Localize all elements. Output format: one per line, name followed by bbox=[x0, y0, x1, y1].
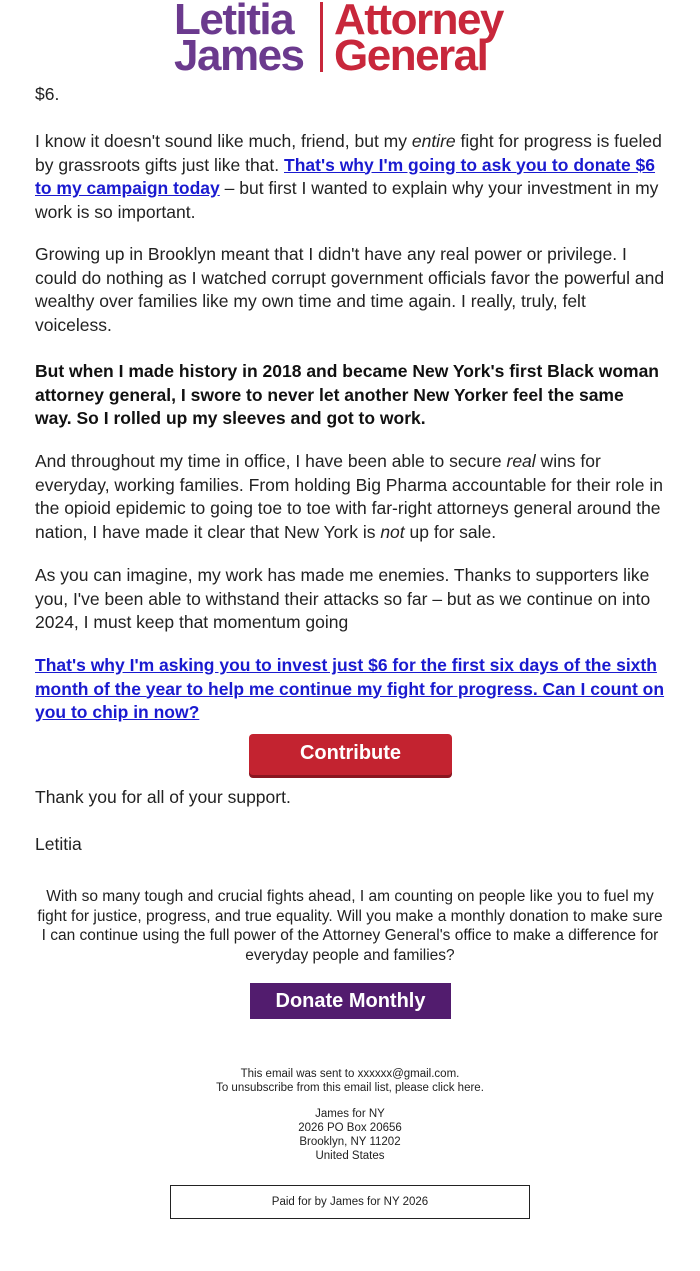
unsubscribe-link[interactable]: To unsubscribe from this email list, please click here. bbox=[216, 1082, 484, 1094]
logo-divider bbox=[320, 2, 323, 72]
contribute-button[interactable]: Contribute bbox=[249, 734, 452, 775]
p2-text: Growing up in Brooklyn meant that I didn't have any real power or privilege. I could do nothing as I watched corrupt government officials favor the powerful and wealthy over families like my own time and time again. I really, truly, felt voiceless. bbox=[35, 244, 665, 335]
sent-to-text: This email was sent to xxxxxx@gmail.com. bbox=[240, 1068, 460, 1080]
invest-6-link[interactable]: That's why I'm asking you to invest just $6 for the first six days of the sixth month of the year to help me continue my fight for progress. Can I count on you to chip in now? bbox=[35, 655, 665, 722]
p1-end: – but first I wanted to explain why your investment in my work is so important. bbox=[35, 178, 659, 222]
monthly-appeal: With so many tough and crucial fights ahead, I am counting on people like you to fuel my fight for justice, progress, and true equality. Will you make a monthly donation to make sure I can continue using the full power of the Attorney General's office to make a difference for everyday people and families? bbox=[37, 888, 663, 964]
donate-6-link[interactable]: That's why I'm going to ask you to donate $6 to my campaign today bbox=[35, 154, 656, 198]
paragraph-intro bbox=[35, 130, 665, 224]
p4-end: up for sale. bbox=[404, 521, 497, 542]
p4-start: And throughout my time in office, I have been able to secure bbox=[35, 451, 507, 471]
footer-notice bbox=[0, 1067, 700, 1095]
paragraph-wins bbox=[35, 450, 665, 544]
p4-emphasis-real: real bbox=[506, 451, 536, 471]
address-line2: Brooklyn, NY 11202 bbox=[299, 1136, 401, 1148]
p5-text: As you can imagine, my work has made me enemies. Thanks to supporters like you, I've been able to withstand their attacks so far – but as we continue on into 2024, I must keep that momentum going bbox=[35, 565, 651, 632]
thanks-line bbox=[35, 786, 665, 810]
campaign-logo bbox=[0, 0, 700, 80]
amount-line bbox=[35, 83, 665, 107]
paragraph-enemies bbox=[35, 564, 665, 635]
paid-for-disclaimer: Paid for by James for NY 2026 bbox=[170, 1185, 530, 1219]
org-name: James for NY bbox=[315, 1108, 385, 1120]
logo-title-line2: General bbox=[334, 31, 488, 80]
logo-title-line1: Attorney bbox=[334, 0, 503, 44]
p3-text: But when I made history in 2018 and became New York's first Black woman attorney general, I swore to never let another New Yorker feel the same way. So I rolled up my sleeves and got to work. bbox=[35, 361, 659, 428]
footer-address bbox=[0, 1107, 700, 1163]
p1-start: I know it doesn't sound like much, friend, but my bbox=[35, 131, 412, 151]
logo-name-line1: Letitia bbox=[174, 0, 294, 44]
address-line1: 2026 PO Box 20656 bbox=[298, 1122, 402, 1134]
thanks-text: Thank you for all of your support. bbox=[35, 787, 291, 807]
signature-text: Letitia bbox=[35, 834, 82, 854]
paragraph-ask bbox=[35, 654, 665, 725]
p1-mid: fight for progress is fueled by grassroots gifts just like that. bbox=[35, 131, 662, 175]
p4-emphasis-not: not bbox=[380, 521, 405, 542]
donate-monthly-button[interactable]: Donate Monthly bbox=[250, 983, 451, 1019]
p4-mid: wins for everyday, working families. From holding Big Pharma accountable for their role in the opioid epidemic to going toe to toe with far-right attorneys general around the nation, I have made it clear that New York is bbox=[35, 451, 664, 542]
amount-text: $6. bbox=[35, 84, 60, 104]
signature bbox=[35, 833, 665, 857]
address-country: United States bbox=[315, 1150, 385, 1162]
paragraph-history bbox=[35, 360, 665, 431]
logo-name-line2: James bbox=[174, 31, 304, 80]
p1-emphasis: entire bbox=[411, 131, 456, 151]
paragraph-brooklyn bbox=[35, 243, 665, 337]
